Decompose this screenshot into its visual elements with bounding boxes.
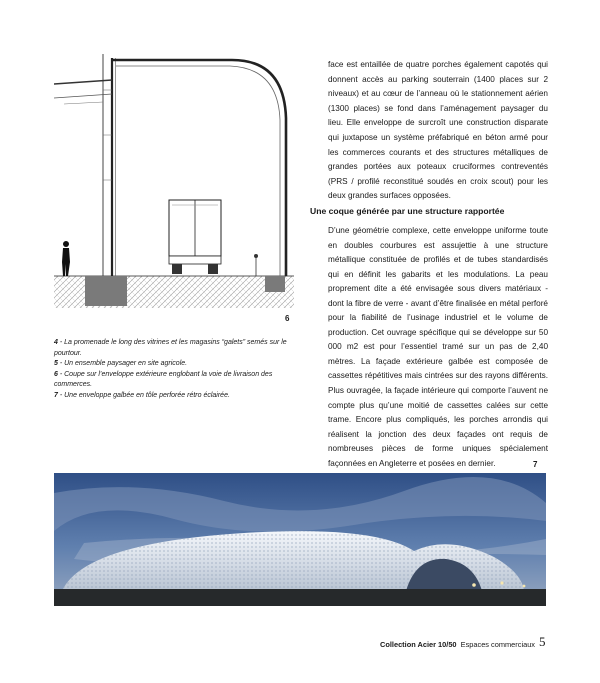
figure-number-6: 6 [285, 314, 290, 323]
human-figure [62, 241, 70, 276]
section-heading: Une coque générée par une structure rapportée [310, 206, 505, 216]
foundation-left [85, 276, 127, 306]
delivery-truck [169, 200, 221, 274]
foundation-right [265, 276, 285, 292]
building-photo [54, 473, 546, 606]
caption-5: 5 - Un ensemble paysager en site agricole. [54, 360, 188, 368]
lamp-head [254, 254, 258, 258]
section-drawing [54, 40, 299, 325]
figure-number-7: 7 [533, 460, 538, 469]
caption-6: 6 - Coupe sur l’enveloppe extérieure englobant la voie de livraison des commerces. [54, 370, 273, 389]
caption-4: 4 - La promenade le long des vitrines et les magasins “galets” semés sur le pourtour. [54, 339, 287, 357]
figure-captions [54, 338, 294, 402]
body-paragraph-top: face est entaillée de quatre porches également capotés qui donnent accès au parking souterrain (1400 places sur 2 niveaux) et au cœur de l’anneau où le stationnement aérien (1300 places) se fond dans l’aménagement paysager du lieu. Elle enveloppe de surcroît une construction disparate qui juxtapose un système préfabriqué en béton armé pour les commerces courants et des structures métalliques de grandes portées aux poteaux cruciformes contreventés (PRS / profilé reconstitué soudés en croix scout) pour les deux grandes surfaces opposées. [328, 60, 548, 201]
footer-section-name: Espaces commerciaux [460, 640, 535, 649]
footer-collection [380, 640, 535, 649]
body-paragraph-section: D’une géométrie complexe, cette enveloppe uniforme toute en doubles courbures est assujettie à une structure métallique constituée de profilés et de tubes standardisés qui en définit les gabarits et les modulations. La peau proprement dite a été envisagée sous divers matériaux - dont la fibre de verre - avant d’être finalisée en métal perforé pour la fiabilité de l’usinage industriel et le volume de production. Cet ouvrage spécifique qui se développe sur 50 000 m2 est pour l’essentiel tramé sur un pas de 2,40 mètres. La façade extérieure galbée est composée de cassettes répétitives mais cintrées sur des rayons différents. Plus ouvragée, la façade intérieure qui comporte l’auvent ne compte plus qu’une moitié de cassettes calées sur cette trame. Encore plus compliqués, les porches arrondis qui réalisent la jonction des deux façades ont requis de nombreuses pièces de forme uniques spécialement façonnées en Angleterre et posées en dernier. [328, 226, 548, 468]
caption-7: 7 - Une enveloppe galbée en tôle perforée rétro éclairée. [54, 391, 230, 399]
footer-collection-name: Collection Acier 10/50 [380, 640, 457, 649]
foreground-ground [54, 589, 546, 606]
page-number: 5 [539, 634, 546, 649]
canopy-beam-3 [64, 102, 103, 104]
